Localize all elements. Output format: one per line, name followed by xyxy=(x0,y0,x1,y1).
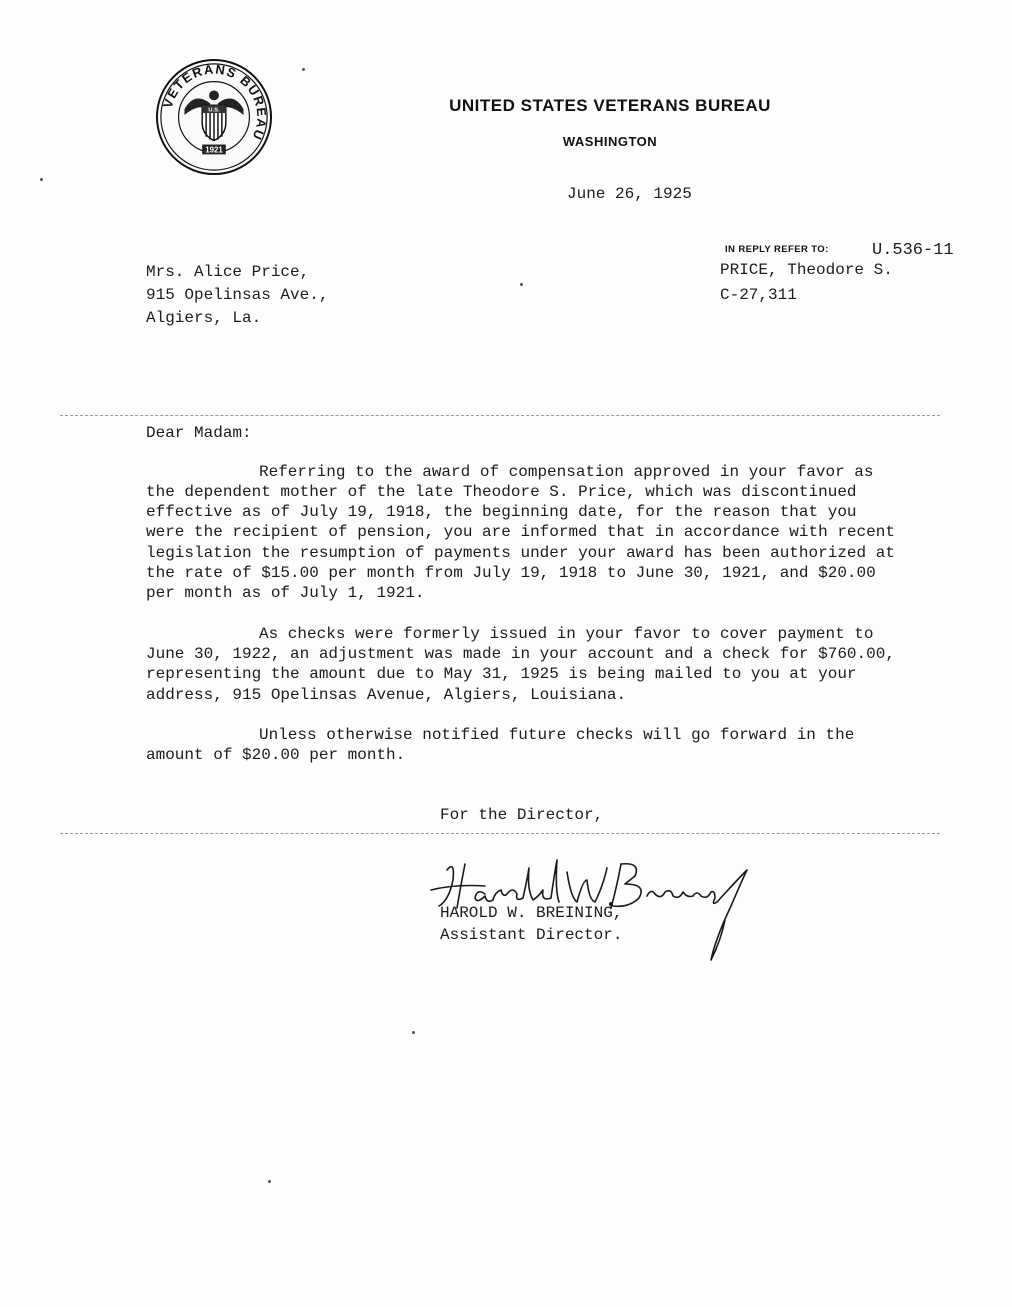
body-line: per month as of July 1, 1921. xyxy=(146,584,425,602)
body-line: amount of $20.00 per month. xyxy=(146,746,406,764)
signer-title: Assistant Director. xyxy=(440,926,623,944)
letter-date: June 26, 1925 xyxy=(567,185,692,203)
body-line: Referring to the award of compensation approved in your favor as xyxy=(259,463,874,481)
letterhead-title: UNITED STATES VETERANS BUREAU xyxy=(449,96,771,115)
body-line: were the recipient of pension, you are informed that in accordance with recent xyxy=(146,523,895,541)
scan-speck xyxy=(268,1180,271,1183)
scan-speck xyxy=(302,68,305,71)
recipient-line: Algiers, La. xyxy=(146,309,262,327)
reference-number: U.536-11 xyxy=(872,241,954,260)
scan-speck xyxy=(40,178,43,181)
seal-year: 1921 xyxy=(205,145,223,155)
body-line: legislation the resumption of payments under your award has been authorized at xyxy=(146,544,895,562)
signer-name: HAROLD W. BREINING, xyxy=(440,904,623,922)
recipient-line: Mrs. Alice Price, xyxy=(146,263,310,281)
body-line: representing the amount due to May 31, 1925 is being mailed to you at your xyxy=(146,665,857,683)
body-line: address, 915 Opelinsas Avenue, Algiers, Louisiana. xyxy=(146,686,627,704)
reference-label: IN REPLY REFER TO: xyxy=(725,244,829,255)
body-line: Unless otherwise notified future checks will go forward in the xyxy=(259,726,855,744)
salutation: Dear Madam: xyxy=(146,424,252,442)
veterans-bureau-seal xyxy=(155,58,273,176)
valediction: For the Director, xyxy=(440,806,604,824)
fold-line xyxy=(60,833,940,834)
seal-shield-text: U.S. xyxy=(208,107,220,114)
body-line: June 30, 1922, an adjustment was made in your account and a check for $760.00, xyxy=(146,645,895,663)
scan-speck xyxy=(520,283,523,286)
body-line: the rate of $15.00 per month from July 19, 1918 to June 30, 1921, and $20.00 xyxy=(146,564,876,582)
body-line: the dependent mother of the late Theodore S. Price, which was discontinued xyxy=(146,483,857,501)
seal-ring-text: VETERANS BUREAU xyxy=(159,61,270,144)
scan-speck xyxy=(412,1031,415,1034)
letterhead-city: WASHINGTON xyxy=(562,134,658,149)
body-line: As checks were formerly issued in your favor to cover payment to xyxy=(259,625,874,643)
recipient-line: 915 Opelinsas Ave., xyxy=(146,286,329,304)
fold-line xyxy=(60,415,940,416)
reference-line: PRICE, Theodore S. xyxy=(720,261,893,279)
reference-line: C-27,311 xyxy=(720,286,797,304)
body-line: effective as of July 19, 1918, the beginning date, for the reason that you xyxy=(146,503,857,521)
